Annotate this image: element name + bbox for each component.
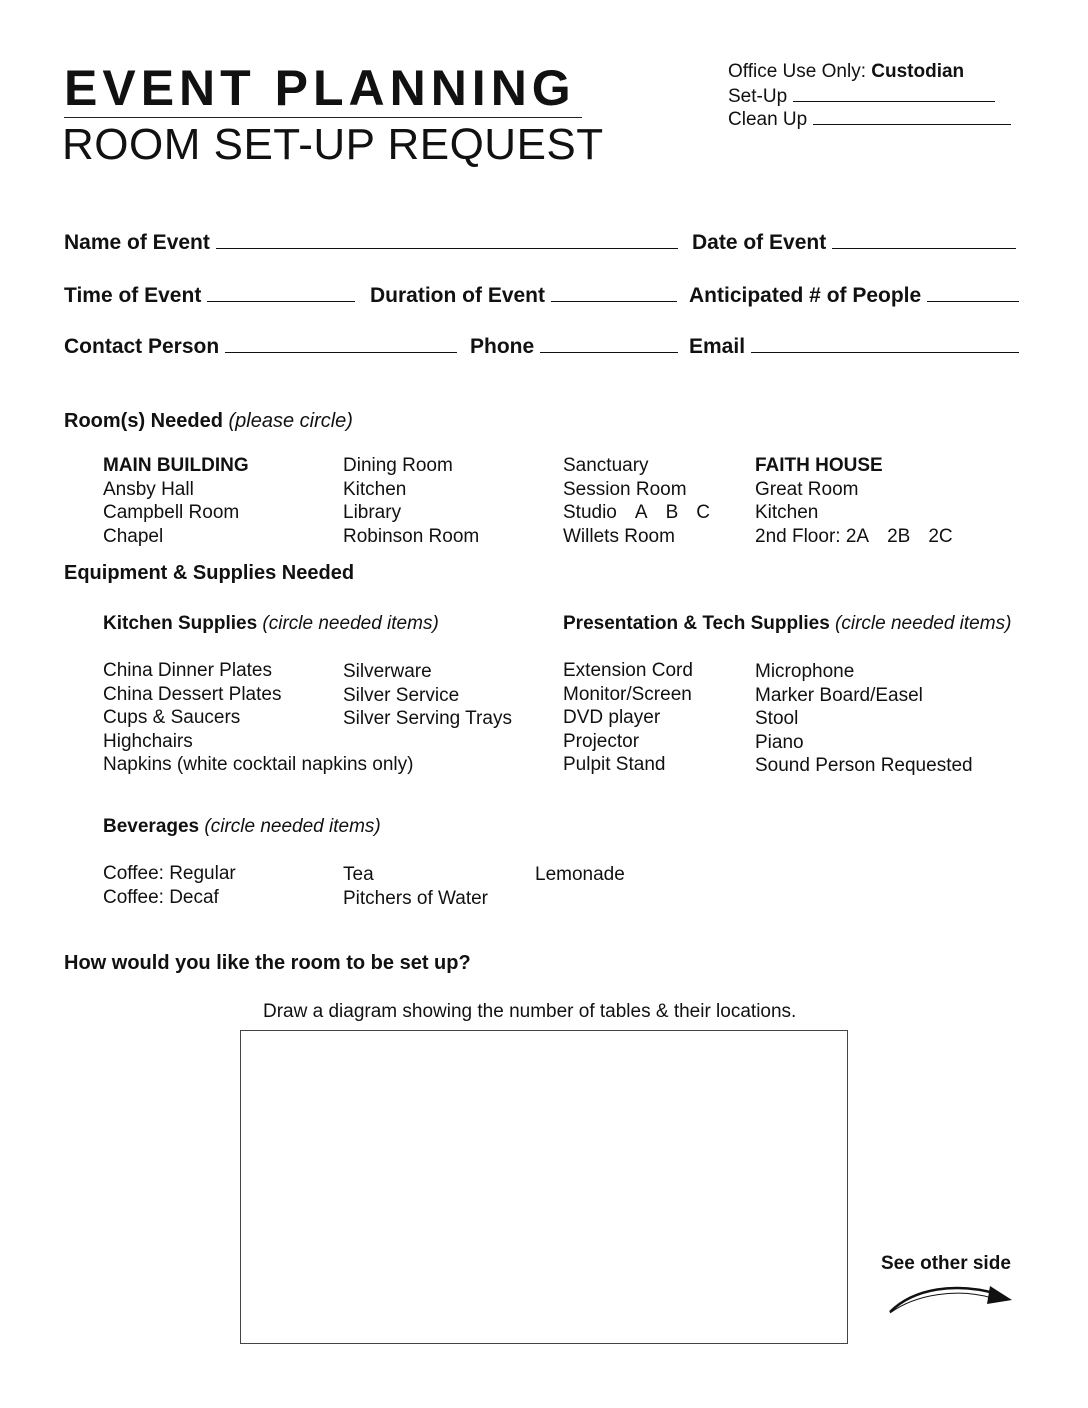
office-use-line [728, 60, 964, 83]
email-field[interactable] [751, 332, 1019, 353]
supply-option[interactable]: China Dinner Plates [103, 660, 272, 681]
studio-option-c[interactable]: C [696, 502, 710, 523]
room-option[interactable]: Kitchen [343, 478, 407, 500]
anticipated-people-field[interactable] [927, 281, 1019, 302]
cleanup-line [728, 107, 1011, 131]
room-option[interactable]: Library [343, 502, 402, 523]
date-of-event-row [692, 228, 1016, 255]
phone-label: Phone [470, 335, 535, 358]
kitchen-column-2 [343, 660, 512, 731]
supply-option[interactable]: Highchairs [103, 730, 193, 752]
beverages-note: (circle needed items) [204, 816, 381, 837]
cleanup-label: Clean Up [728, 109, 808, 130]
name-of-event-label: Name of Event [64, 231, 210, 254]
setup-line [728, 84, 995, 108]
rooms-column-2 [343, 454, 479, 548]
rooms-column-main-building [103, 454, 249, 548]
cleanup-field[interactable] [813, 107, 1011, 125]
floor-option-2c[interactable]: 2C [928, 525, 953, 547]
duration-of-event-row [370, 281, 677, 308]
tech-supplies-heading-text: Presentation & Tech Supplies [563, 613, 830, 634]
room-option[interactable]: Sanctuary [563, 455, 649, 476]
form-title: EVENT PLANNING [64, 60, 576, 116]
supply-option[interactable]: China Dessert Plates [103, 683, 282, 705]
room-option[interactable]: Kitchen [755, 502, 819, 523]
floor-option-2b[interactable]: 2B [887, 525, 911, 547]
tech-column-1 [563, 659, 693, 777]
supply-option[interactable]: Cups & Saucers [103, 707, 241, 728]
time-of-event-field[interactable] [207, 281, 355, 302]
supply-option[interactable]: Extension Cord [563, 660, 693, 681]
time-of-event-row [64, 281, 355, 308]
room-option[interactable]: Willets Room [563, 525, 675, 547]
beverages-heading [103, 815, 381, 838]
supply-option[interactable]: Napkins (white cocktail napkins only) [103, 754, 414, 775]
room-option[interactable]: Session Room [563, 478, 687, 500]
room-option[interactable]: Campbell Room [103, 502, 240, 523]
see-other-side-label: See other side [881, 1253, 1011, 1274]
rooms-note: (please circle) [228, 410, 353, 432]
diagram-instruction: Draw a diagram showing the number of tables & their locations. [263, 1001, 797, 1022]
tech-supplies-note: (circle needed items) [835, 613, 1012, 634]
time-of-event-label: Time of Event [64, 284, 202, 307]
setup-label: Set-Up [728, 86, 788, 107]
setup-field[interactable] [793, 84, 995, 102]
second-floor-row [755, 525, 953, 549]
kitchen-supplies-note: (circle needed items) [262, 613, 439, 634]
custodian-label: Custodian [871, 61, 965, 82]
kitchen-supplies-heading [103, 612, 439, 635]
room-option[interactable]: Robinson Room [343, 525, 480, 547]
equipment-heading: Equipment & Supplies Needed [64, 562, 355, 584]
studio-option-b[interactable]: B [665, 502, 679, 523]
beverages-column-1 [103, 862, 236, 909]
diagram-drawing-area[interactable] [240, 1030, 848, 1344]
supply-option[interactable]: DVD player [563, 707, 661, 728]
faith-house-heading: FAITH HOUSE [755, 455, 883, 476]
email-row [689, 332, 1019, 359]
rooms-heading-text: Room(s) Needed [64, 410, 223, 432]
supply-option[interactable]: Monitor/Screen [563, 683, 692, 705]
beverage-option[interactable]: Coffee: Regular [103, 863, 236, 884]
beverages-heading-text: Beverages [103, 816, 200, 837]
email-label: Email [689, 335, 746, 358]
anticipated-people-label: Anticipated # of People [689, 284, 922, 307]
date-of-event-field[interactable] [832, 228, 1016, 249]
date-of-event-label: Date of Event [692, 231, 827, 254]
contact-person-label: Contact Person [64, 335, 220, 358]
studio-row [563, 501, 710, 525]
supply-option[interactable]: Sound Person Requested [755, 755, 973, 776]
supply-option[interactable]: Pulpit Stand [563, 754, 666, 775]
supply-option[interactable]: Stool [755, 708, 799, 729]
supply-option[interactable]: Piano [755, 731, 804, 753]
name-of-event-row [64, 228, 678, 255]
beverage-option[interactable]: Coffee: Decaf [103, 886, 219, 908]
kitchen-supplies-heading-text: Kitchen Supplies [103, 613, 258, 634]
beverage-option[interactable]: Tea [343, 864, 374, 885]
supply-option[interactable]: Silverware [343, 661, 432, 682]
office-use-label: Office Use Only: [728, 61, 866, 82]
rooms-column-faith-house [755, 454, 953, 548]
supply-option[interactable]: Projector [563, 730, 640, 752]
anticipated-people-row [689, 281, 1019, 308]
duration-of-event-field[interactable] [551, 281, 677, 302]
room-option[interactable]: Ansby Hall [103, 478, 194, 500]
beverages-column-2 [343, 863, 488, 910]
room-option[interactable]: Studio [563, 502, 617, 523]
beverages-column-3 [535, 863, 625, 887]
tech-supplies-heading [563, 612, 1011, 635]
main-building-heading: MAIN BUILDING [103, 455, 249, 476]
phone-field[interactable] [540, 332, 678, 353]
tech-column-2 [755, 660, 973, 778]
supply-option[interactable]: Marker Board/Easel [755, 684, 923, 706]
name-of-event-field[interactable] [216, 228, 678, 249]
room-option[interactable]: Dining Room [343, 455, 453, 476]
curved-arrow-icon [886, 1280, 1016, 1316]
setup-question: How would you like the room to be set up? [64, 952, 471, 974]
room-option[interactable]: Chapel [103, 525, 164, 547]
contact-person-field[interactable] [225, 332, 457, 353]
beverage-option[interactable]: Pitchers of Water [343, 887, 489, 909]
rooms-column-3 [563, 454, 710, 548]
rooms-heading [64, 409, 353, 433]
room-option[interactable]: 2nd Floor: 2A [755, 525, 870, 547]
phone-row [470, 332, 678, 359]
supply-option[interactable]: Microphone [755, 661, 855, 682]
studio-option-a[interactable]: A [634, 502, 648, 523]
beverage-option[interactable]: Lemonade [535, 864, 625, 885]
contact-person-row [64, 332, 457, 359]
supply-option[interactable]: Silver Service [343, 684, 460, 706]
form-subtitle: ROOM SET-UP REQUEST [62, 120, 604, 169]
supply-option[interactable]: Silver Serving Trays [343, 708, 512, 729]
title-divider [64, 117, 582, 118]
duration-of-event-label: Duration of Event [370, 284, 546, 307]
room-option[interactable]: Great Room [755, 478, 859, 500]
